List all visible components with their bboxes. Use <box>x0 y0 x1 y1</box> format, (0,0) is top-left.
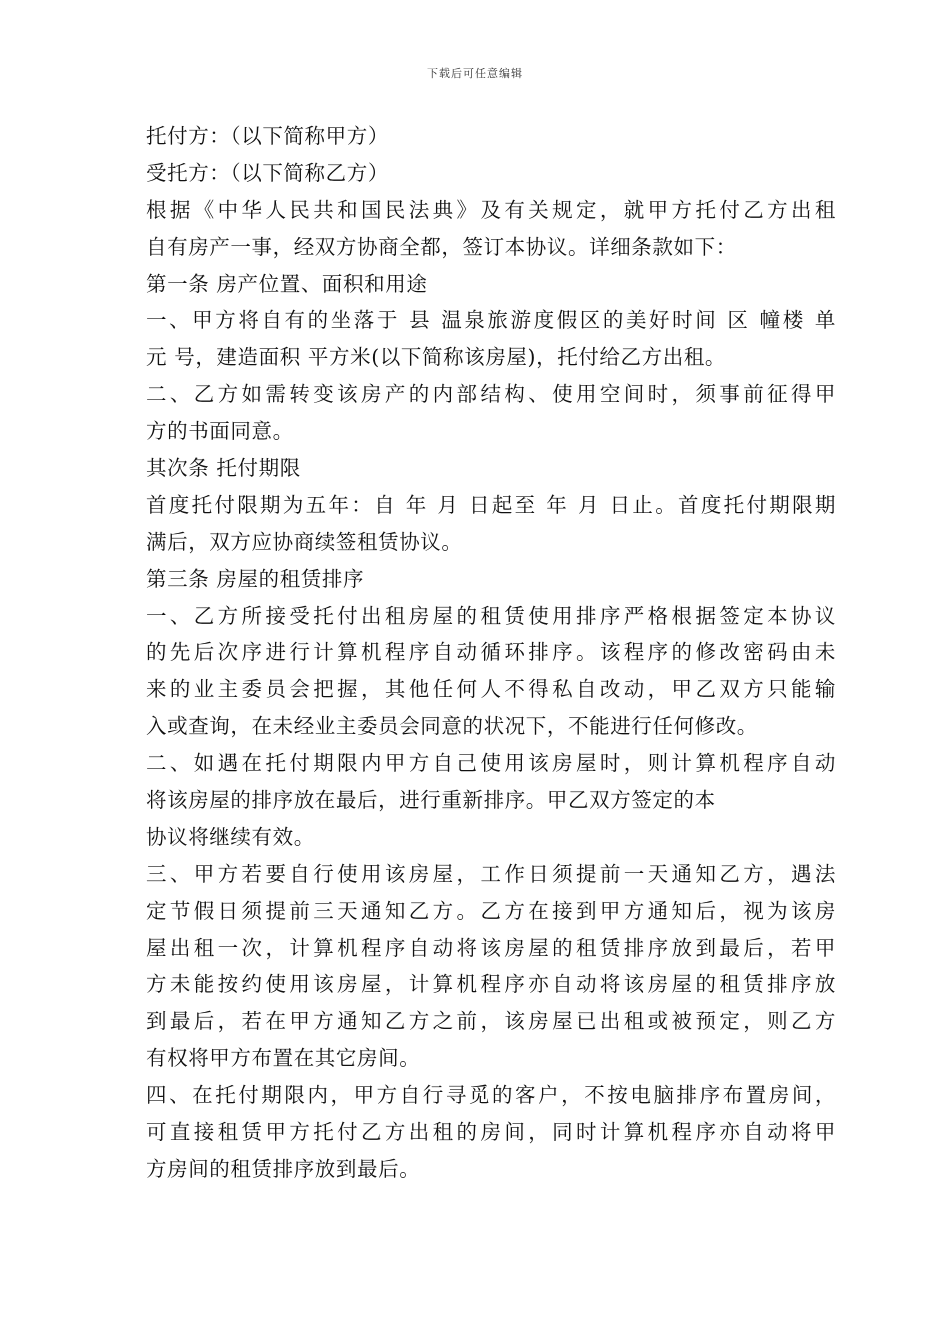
text-line: 方房间的租赁排序放到最后。 <box>146 1156 421 1181</box>
text-line: 其次条 托付期限 <box>146 456 301 481</box>
text-line: 三、甲方若要自行使用该房屋，工作日须提前一天通知乙方，遇法 <box>146 861 836 886</box>
text-line: 有权将甲方布置在其它房间。 <box>146 1046 421 1071</box>
text-line: 协议将继续有效。 <box>146 824 315 849</box>
page-header: 下载后可任意编辑 <box>427 67 523 80</box>
text-line: 根据《中华人民共和国民法典》及有关规定，就甲方托付乙方出租 <box>146 197 836 222</box>
text-line: 定节假日须提前三天通知乙方。乙方在接到甲方通知后，视为该房 <box>146 898 836 923</box>
text-line: 可直接租赁甲方托付乙方出租的房间，同时计算机程序亦自动将甲 <box>146 1120 836 1145</box>
text-line: 一、甲方将自有的坐落于 县 温泉旅游度假区的美好时间 区 幢楼 单 <box>146 308 836 333</box>
text-line: 方未能按约使用该房屋，计算机程序亦自动将该房屋的租赁排序放 <box>146 972 836 997</box>
text-line: 满后，双方应协商续签租赁协议。 <box>146 529 463 554</box>
document-body <box>146 118 836 1188</box>
text-line: 自有房产一事，经双方协商全都，签订本协议。详细条款如下： <box>146 234 737 259</box>
text-line: 受托方：（以下简称乙方） <box>146 160 389 185</box>
text-line: 方的书面同意。 <box>146 419 294 444</box>
text-line: 入或查询，在未经业主委员会同意的状况下，不能进行任何修改。 <box>146 714 758 739</box>
text-line: 托付方：（以下简称甲方） <box>146 124 389 148</box>
text-line: 二、乙方如需转变该房产的内部结构、使用空间时，须事前征得甲 <box>146 382 836 407</box>
text-line: 第三条 房屋的租赁排序 <box>146 566 365 591</box>
text-line: 元 号，建造面积 平方米(以下简称该房屋)，托付给乙方出租。 <box>146 345 727 370</box>
text-line: 的先后次序进行计算机程序自动循环排序。该程序的修改密码由未 <box>146 640 836 665</box>
text-line: 四、在托付期限内，甲方自行寻觅的客户，不按电脑排序布置房间， <box>146 1083 836 1108</box>
text-line: 第一条 房产位置、面积和用途 <box>146 271 428 296</box>
text-line: 将该房屋的排序放在最后，进行重新排序。甲乙双方签定的本 <box>146 788 716 813</box>
text-line: 来的业主委员会把握，其他任何人不得私自改动，甲乙双方只能输 <box>146 677 836 702</box>
text-line: 首度托付限期为五年：自 年 月 日起至 年 月 日止。首度托付期限期 <box>146 492 836 517</box>
text-line: 屋出租一次，计算机程序自动将该房屋的租赁排序放到最后，若甲 <box>146 935 836 960</box>
text-line: 一、乙方所接受托付出租房屋的租赁使用排序严格根据签定本协议 <box>146 603 836 628</box>
text-line: 二、如遇在托付期限内甲方自己使用该房屋时，则计算机程序自动 <box>146 751 836 776</box>
text-line: 到最后，若在甲方通知乙方之前，该房屋已出租或被预定，则乙方 <box>146 1009 836 1034</box>
